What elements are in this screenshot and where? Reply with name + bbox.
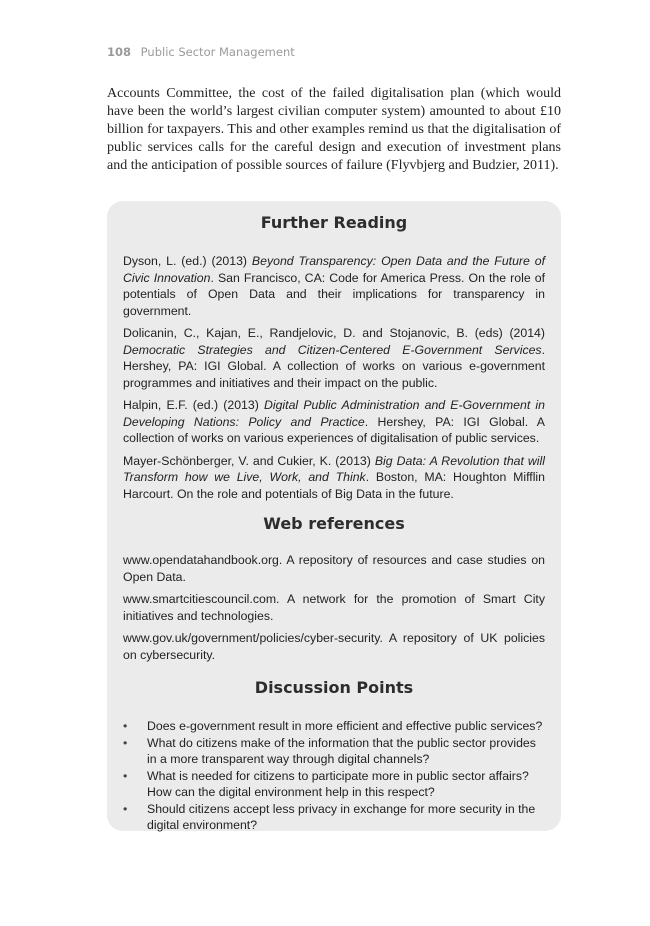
bullet-icon: • — [123, 736, 128, 750]
bullet-icon: • — [123, 719, 128, 733]
discussion-points-title: Discussion Points — [254, 678, 414, 697]
discussion-point: • Does e-government result in more efficient and effective public services? — [123, 719, 543, 733]
web-reference-entry: www.gov.uk/government/policies/cyber-security. A repository of UK policies on cybersecurity. — [123, 631, 545, 662]
web-reference-entry: www.smartcitiescouncil.com. A network for the promotion of Smart City initiatives and technologies. — [123, 592, 545, 623]
discussion-point: • What is needed for citizens to participate more in public sector affairs? How can the digital environment help in this respect? — [123, 769, 529, 799]
reading-entry: Dolicanin, C., Kajan, E., Randjelovic, D. and Stojanovic, B. (eds) (2014) Democratic Strategies and Citizen-Centered E-Government Services. Hershey, PA: IGI Global. A collection of works on various e-government programmes and initiatives and their impact on the public. — [123, 326, 545, 390]
reading-entry: Mayer-Schönberger, V. and Cukier, K. (2013) Big Data: A Revolution that will Transform how we Live, Work, and Think. Boston, MA: Houghton Mifflin Harcourt. On the role and potentials of Big Data in the future. — [123, 453, 545, 501]
discussion-points-list — [123, 718, 545, 833]
bullet-icon: • — [123, 802, 128, 816]
web-references-title: Web references — [263, 514, 405, 533]
further-reading-box — [107, 201, 561, 831]
bullet-icon: • — [123, 769, 128, 783]
reading-entry: Dyson, L. (ed.) (2013) Beyond Transparency: Open Data and the Future of Civic Innovation. San Francisco, CA: Code for America Press. On the role of potentials of Open Data and their implications for transparency in government. — [123, 254, 545, 318]
reading-entry: Halpin, E.F. (ed.) (2013) Digital Public Administration and E-Government in Developing Nations: Policy and Practice. Hershey, PA: IGI Global. A collection of works on various experiences of digitalisation of public services. — [123, 398, 546, 445]
running-header — [107, 45, 295, 59]
discussion-point: • Should citizens accept less privacy in exchange for more security in the digital environment? — [123, 802, 536, 832]
page-number: 108 — [107, 45, 132, 59]
web-reference-entry: www.opendatahandbook.org. A repository of resources and case studies on Open Data. — [123, 553, 545, 584]
further-reading-title: Further Reading — [260, 213, 408, 232]
intro-paragraph: Accounts Committee, the cost of the failed digitalisation plan (which would have been the world’s largest civilian computer system) amounted to about £10 billion for taxpayers. This and other examples remind us that the digitalisation of public services calls for the careful design and execution of investment plans and the anticipation of possible sources of failure (Flyvbjerg and Budzier, 2011). — [107, 86, 561, 173]
running-title: Public Sector Management — [140, 45, 295, 59]
discussion-point: • What do citizens make of the information that the public sector provides in a more transparent way through digital channels? — [123, 736, 536, 766]
